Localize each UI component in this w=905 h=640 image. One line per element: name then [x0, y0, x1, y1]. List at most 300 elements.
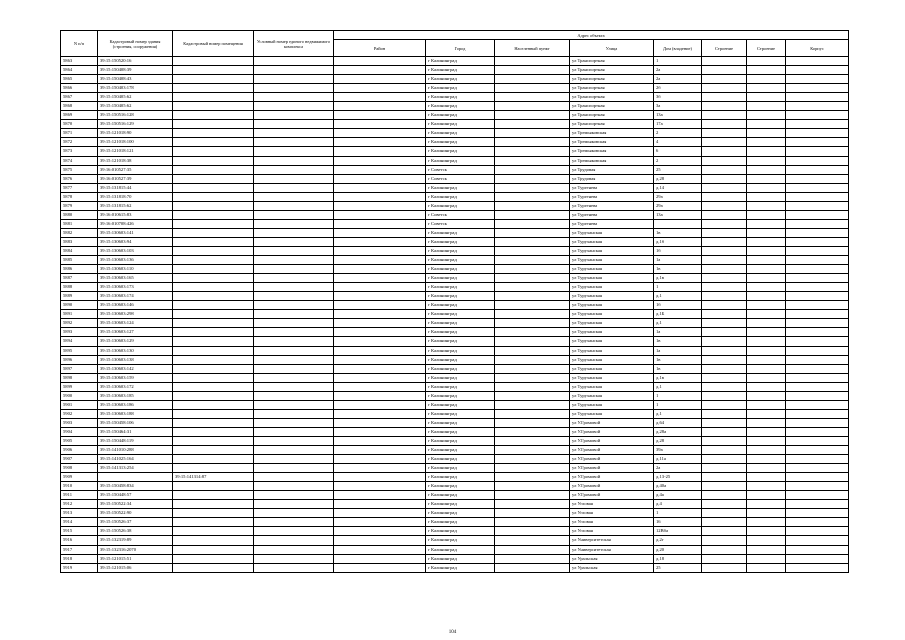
cell-street: ул У.Громовой	[570, 491, 654, 500]
cell-conditional-number	[254, 536, 334, 545]
cell-district	[334, 129, 426, 138]
table-header	[61, 31, 849, 57]
cell-cadastral-premises	[173, 75, 254, 84]
cell-conditional-number	[254, 355, 334, 364]
cell-street: ул Транспортная	[570, 57, 654, 66]
cell-locality	[495, 192, 570, 201]
cell-street: ул Туруханская	[570, 265, 654, 274]
cell-district	[334, 138, 426, 147]
cell-city: г Калининград	[426, 436, 495, 445]
cell-block	[786, 346, 849, 355]
cell-city: г Калининград	[426, 301, 495, 310]
cell-cadastral-premises	[173, 138, 254, 147]
cell-block	[786, 310, 849, 319]
table-row	[61, 418, 849, 427]
table-row	[61, 84, 849, 93]
cell-city: г Калининград	[426, 500, 495, 509]
cell-house: д.28	[654, 174, 702, 183]
table-row	[61, 455, 849, 464]
header-cadastral-premises: Кадастровый номер помещения	[173, 31, 254, 57]
cell-block	[786, 464, 849, 473]
cell-conditional-number	[254, 147, 334, 156]
cell-structure	[747, 337, 786, 346]
cell-city: г Калининград	[426, 536, 495, 545]
cell-building	[702, 129, 747, 138]
cell-num: 5875	[61, 165, 98, 174]
cell-street: ул Транспортная	[570, 66, 654, 75]
table-row	[61, 292, 849, 301]
cell-cadastral-premises	[173, 409, 254, 418]
cell-structure	[747, 210, 786, 219]
cell-num: 5909	[61, 473, 98, 482]
cell-block	[786, 57, 849, 66]
cell-locality	[495, 292, 570, 301]
cell-street: ул Транспортная	[570, 111, 654, 120]
cell-house: 13а	[654, 210, 702, 219]
cell-city: г Калининград	[426, 138, 495, 147]
cell-locality	[495, 174, 570, 183]
cell-building	[702, 228, 747, 237]
cell-locality	[495, 482, 570, 491]
cell-city: г Калининград	[426, 491, 495, 500]
cell-num: 5906	[61, 446, 98, 455]
cell-city: г Калининград	[426, 328, 495, 337]
cell-conditional-number	[254, 256, 334, 265]
cell-cadastral-premises	[173, 156, 254, 165]
cell-district	[334, 473, 426, 482]
table-row	[61, 138, 849, 147]
cell-locality	[495, 319, 570, 328]
cell-structure	[747, 174, 786, 183]
cell-locality	[495, 436, 570, 445]
cell-cadastral-premises	[173, 246, 254, 255]
cell-conditional-number	[254, 409, 334, 418]
cell-cadastral-building: 39:15:130603:173	[98, 283, 173, 292]
cell-block	[786, 93, 849, 102]
cell-block	[786, 373, 849, 382]
table-row	[61, 446, 849, 455]
cell-cadastral-premises	[173, 201, 254, 210]
cell-building	[702, 93, 747, 102]
cell-cadastral-building: 39:15:150448:119	[98, 436, 173, 445]
cell-num: 5878	[61, 192, 98, 201]
cell-structure	[747, 192, 786, 201]
cell-building	[702, 246, 747, 255]
cell-cadastral-building: 39:15:130603:103	[98, 246, 173, 255]
cell-cadastral-premises	[173, 455, 254, 464]
cell-city: г Калининград	[426, 66, 495, 75]
table-row	[61, 57, 849, 66]
cell-block	[786, 482, 849, 491]
cell-structure	[747, 382, 786, 391]
cell-num: 5884	[61, 246, 98, 255]
cell-num: 5887	[61, 274, 98, 283]
cell-conditional-number	[254, 75, 334, 84]
cell-city: г Калининград	[426, 518, 495, 527]
cell-locality	[495, 165, 570, 174]
table-row	[61, 554, 849, 563]
cell-conditional-number	[254, 129, 334, 138]
cell-structure	[747, 373, 786, 382]
cell-building	[702, 237, 747, 246]
table-row	[61, 129, 849, 138]
cell-block	[786, 219, 849, 228]
cell-building	[702, 545, 747, 554]
cell-building	[702, 192, 747, 201]
cell-district	[334, 292, 426, 301]
cell-locality	[495, 518, 570, 527]
cell-street: ул Туруханская	[570, 283, 654, 292]
cell-building	[702, 283, 747, 292]
cell-locality	[495, 418, 570, 427]
cell-city: г Калининград	[426, 382, 495, 391]
cell-structure	[747, 418, 786, 427]
cell-city: г Калининград	[426, 473, 495, 482]
cell-house: 12Вба	[654, 527, 702, 536]
cell-block	[786, 328, 849, 337]
cell-num: 5881	[61, 219, 98, 228]
cell-house: 4	[654, 138, 702, 147]
cell-house: д.1в	[654, 373, 702, 382]
cell-block	[786, 228, 849, 237]
cell-district	[334, 536, 426, 545]
table-row	[61, 237, 849, 246]
cell-block	[786, 292, 849, 301]
cell-cadastral-building: 39:15:130603:165	[98, 274, 173, 283]
cell-block	[786, 382, 849, 391]
header-street: Улица	[570, 40, 654, 57]
cell-cadastral-premises	[173, 328, 254, 337]
cell-street: ул Туруханская	[570, 237, 654, 246]
cell-structure	[747, 292, 786, 301]
cell-house: д.28	[654, 436, 702, 445]
cell-house: 13а	[654, 111, 702, 120]
cell-street: ул Туруханская	[570, 382, 654, 391]
cell-district	[334, 337, 426, 346]
cell-street: ул Тремьяковская	[570, 156, 654, 165]
cell-cadastral-premises	[173, 283, 254, 292]
cell-street: ул Транспортная	[570, 75, 654, 84]
cell-city: г Калининград	[426, 400, 495, 409]
cell-cadastral-building: 39:15:130603:172	[98, 382, 173, 391]
cell-block	[786, 174, 849, 183]
cell-house: 2а	[654, 464, 702, 473]
cell-locality	[495, 57, 570, 66]
cell-cadastral-premises	[173, 237, 254, 246]
cell-cadastral-premises	[173, 355, 254, 364]
cell-city: г Калининград	[426, 554, 495, 563]
cell-street: ул Туруханская	[570, 310, 654, 319]
cell-house: д.1	[654, 382, 702, 391]
cell-street: ул Туруханская	[570, 355, 654, 364]
cell-city: г Калининград	[426, 57, 495, 66]
cell-house: д.64	[654, 418, 702, 427]
table-row	[61, 364, 849, 373]
table-row	[61, 355, 849, 364]
cell-block	[786, 446, 849, 455]
cell-locality	[495, 66, 570, 75]
cell-district	[334, 346, 426, 355]
cell-district	[334, 265, 426, 274]
cell-house: 1а	[654, 346, 702, 355]
cell-cadastral-premises	[173, 165, 254, 174]
cell-district	[334, 165, 426, 174]
cell-district	[334, 518, 426, 527]
cell-cadastral-building: 39:15:130603:127	[98, 328, 173, 337]
cell-conditional-number	[254, 192, 334, 201]
cell-structure	[747, 274, 786, 283]
cell-num: 5901	[61, 400, 98, 409]
cell-house: 25	[654, 165, 702, 174]
cell-street: ул У.Громовой	[570, 455, 654, 464]
header-block: Корпус	[786, 40, 849, 57]
cell-block	[786, 237, 849, 246]
cell-num: 5914	[61, 518, 98, 527]
cell-house: 1	[654, 400, 702, 409]
cell-locality	[495, 228, 570, 237]
cell-cadastral-building: 39:15:121018:90	[98, 129, 173, 138]
cell-block	[786, 455, 849, 464]
cell-house: 2	[654, 129, 702, 138]
cell-block	[786, 500, 849, 509]
cell-conditional-number	[254, 337, 334, 346]
cell-street: ул У.Громовой	[570, 427, 654, 436]
cell-conditional-number	[254, 482, 334, 491]
cell-conditional-number	[254, 283, 334, 292]
cell-district	[334, 391, 426, 400]
cell-city: г Калининград	[426, 102, 495, 111]
cell-building	[702, 455, 747, 464]
cell-building	[702, 75, 747, 84]
cell-building	[702, 66, 747, 75]
table-row	[61, 192, 849, 201]
cell-block	[786, 436, 849, 445]
cell-conditional-number	[254, 473, 334, 482]
cell-house: 6	[654, 147, 702, 156]
cell-cadastral-building: 39:16:010708:426	[98, 219, 173, 228]
cell-city: г Калининград	[426, 337, 495, 346]
cell-structure	[747, 283, 786, 292]
cell-structure	[747, 355, 786, 364]
cell-num: 5882	[61, 228, 98, 237]
cell-district	[334, 192, 426, 201]
cell-block	[786, 201, 849, 210]
cell-locality	[495, 310, 570, 319]
cell-num: 5910	[61, 482, 98, 491]
cell-block	[786, 473, 849, 482]
cell-house: 1а	[654, 256, 702, 265]
cell-building	[702, 473, 747, 482]
cell-building	[702, 219, 747, 228]
cell-conditional-number	[254, 274, 334, 283]
cell-locality	[495, 301, 570, 310]
cell-street: ул Транспортная	[570, 93, 654, 102]
cell-locality	[495, 75, 570, 84]
cell-num: 5867	[61, 93, 98, 102]
cell-block	[786, 554, 849, 563]
cell-structure	[747, 409, 786, 418]
cell-building	[702, 337, 747, 346]
cell-locality	[495, 337, 570, 346]
cell-cadastral-building: 39:15:130603:174	[98, 292, 173, 301]
table-row	[61, 228, 849, 237]
cell-city: г Калининград	[426, 201, 495, 210]
cell-num: 5876	[61, 174, 98, 183]
cell-cadastral-premises	[173, 464, 254, 473]
cell-num: 5908	[61, 464, 98, 473]
cell-district	[334, 509, 426, 518]
table-row	[61, 400, 849, 409]
cell-street: ул Угловая	[570, 500, 654, 509]
cell-city: г Калининград	[426, 527, 495, 536]
cell-block	[786, 156, 849, 165]
cell-conditional-number	[254, 373, 334, 382]
cell-num: 5892	[61, 319, 98, 328]
cell-city: г Калининград	[426, 256, 495, 265]
cell-street: ул У.Громовой	[570, 464, 654, 473]
cell-locality	[495, 246, 570, 255]
cell-building	[702, 310, 747, 319]
table-row	[61, 265, 849, 274]
cell-city: г Калининград	[426, 364, 495, 373]
cell-cadastral-building: 39:15:130603:130	[98, 346, 173, 355]
cell-building	[702, 373, 747, 382]
cell-cadastral-building: 39:15:150464:31	[98, 427, 173, 436]
cell-cadastral-premises	[173, 147, 254, 156]
cell-conditional-number	[254, 111, 334, 120]
cell-street: ул Тремьяковская	[570, 138, 654, 147]
cell-street: ул Тургенева	[570, 183, 654, 192]
cell-city: г Калининград	[426, 446, 495, 455]
cell-district	[334, 156, 426, 165]
cell-structure	[747, 219, 786, 228]
cell-city: г Калининград	[426, 265, 495, 274]
cell-building	[702, 174, 747, 183]
cell-district	[334, 210, 426, 219]
cell-cadastral-premises	[173, 129, 254, 138]
cell-district	[334, 319, 426, 328]
cell-city: г Калининград	[426, 93, 495, 102]
cell-city: г Калининград	[426, 274, 495, 283]
cell-house	[654, 219, 702, 228]
cell-structure	[747, 57, 786, 66]
cell-district	[334, 491, 426, 500]
cell-locality	[495, 120, 570, 129]
cell-conditional-number	[254, 382, 334, 391]
cell-district	[334, 310, 426, 319]
cell-num: 5916	[61, 536, 98, 545]
cell-cadastral-premises	[173, 346, 254, 355]
cell-building	[702, 301, 747, 310]
cell-cadastral-premises	[173, 436, 254, 445]
cell-cadastral-building: 39:16:010527:35	[98, 165, 173, 174]
cell-cadastral-building	[98, 473, 173, 482]
table-row	[61, 283, 849, 292]
cell-city: г Калининград	[426, 563, 495, 572]
cell-num: 5896	[61, 355, 98, 364]
table-row	[61, 66, 849, 75]
cell-conditional-number	[254, 310, 334, 319]
header-num: N п/п	[61, 31, 98, 57]
cell-street: ул Туруханская	[570, 328, 654, 337]
cell-district	[334, 527, 426, 536]
cell-cadastral-premises: 39:15:141314:87	[173, 473, 254, 482]
cell-locality	[495, 111, 570, 120]
cell-conditional-number	[254, 491, 334, 500]
header-address-group: Адрес объекта	[334, 31, 849, 40]
cell-cadastral-premises	[173, 482, 254, 491]
table-row	[61, 536, 849, 545]
cell-cadastral-premises	[173, 373, 254, 382]
table-row	[61, 301, 849, 310]
cell-city: г Калининград	[426, 355, 495, 364]
cell-locality	[495, 455, 570, 464]
cell-num: 5904	[61, 427, 98, 436]
header-city: Город	[426, 40, 495, 57]
cell-building	[702, 328, 747, 337]
cell-structure	[747, 491, 786, 500]
cell-cadastral-building: 39:15:121018:100	[98, 138, 173, 147]
cell-conditional-number	[254, 319, 334, 328]
table-row	[61, 147, 849, 156]
cell-district	[334, 57, 426, 66]
cell-num: 5885	[61, 256, 98, 265]
table-row	[61, 210, 849, 219]
cell-cadastral-premises	[173, 84, 254, 93]
header-cadastral-building: Кадастровый номер здания (строения, сооружения)	[98, 31, 173, 57]
cell-house: д.18	[654, 554, 702, 563]
cell-conditional-number	[254, 237, 334, 246]
cell-street: ул Туруханская	[570, 319, 654, 328]
cell-building	[702, 500, 747, 509]
cell-locality	[495, 210, 570, 219]
cell-block	[786, 183, 849, 192]
cell-district	[334, 274, 426, 283]
cell-conditional-number	[254, 219, 334, 228]
cell-num: 5903	[61, 418, 98, 427]
cell-street: ул Туруханская	[570, 373, 654, 382]
cell-city: г Калининград	[426, 192, 495, 201]
cell-street: ул У.Громовой	[570, 446, 654, 455]
cell-city: г Калининград	[426, 346, 495, 355]
cell-street: ул Тургенева	[570, 192, 654, 201]
cell-house: д.1б	[654, 237, 702, 246]
cell-cadastral-building: 39:15:121015:06	[98, 563, 173, 572]
cell-cadastral-premises	[173, 500, 254, 509]
cell-structure	[747, 436, 786, 445]
cell-building	[702, 482, 747, 491]
table-row	[61, 201, 849, 210]
cell-num: 5873	[61, 147, 98, 156]
cell-cadastral-building: 39:15:130603:185	[98, 391, 173, 400]
cell-city: г Калининград	[426, 120, 495, 129]
cell-cadastral-building: 39:15:150458:106	[98, 418, 173, 427]
cadastral-table	[60, 30, 849, 573]
cell-conditional-number	[254, 563, 334, 572]
cell-cadastral-premises	[173, 364, 254, 373]
cell-structure	[747, 364, 786, 373]
cell-num: 5869	[61, 111, 98, 120]
cell-building	[702, 292, 747, 301]
cell-house: 1	[654, 509, 702, 518]
cell-num: 5883	[61, 237, 98, 246]
cell-cadastral-building: 39:15:150526:37	[98, 518, 173, 527]
cell-district	[334, 102, 426, 111]
cell-locality	[495, 256, 570, 265]
cell-block	[786, 165, 849, 174]
cell-district	[334, 563, 426, 572]
cell-cadastral-premises	[173, 256, 254, 265]
